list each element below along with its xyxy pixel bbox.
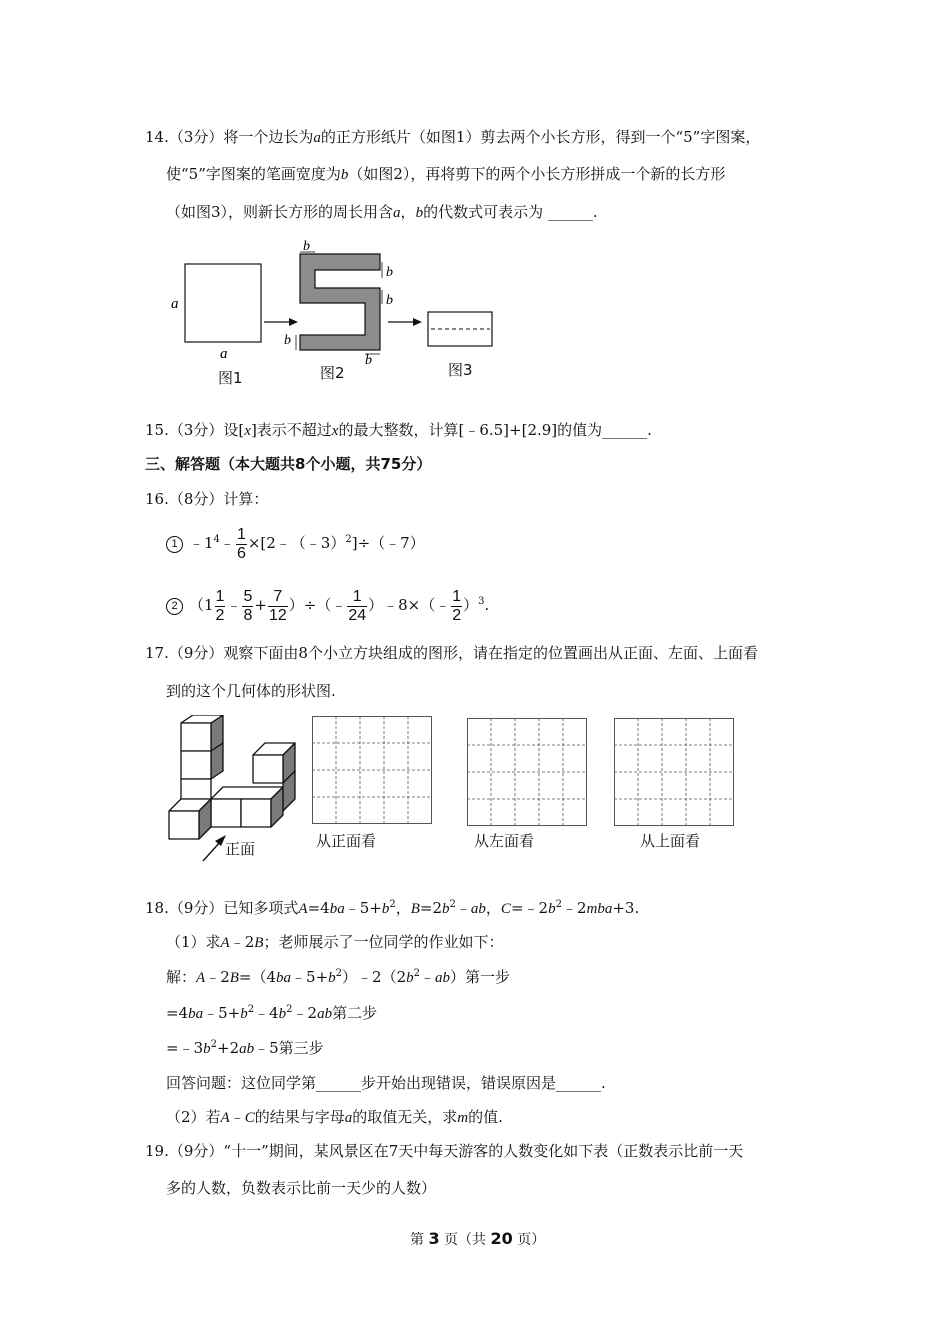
q17-line1: 17.（9分）观察下面由8个小立方块组成的图形，请在指定的位置画出从正面、左面、上面看: [145, 644, 758, 662]
page-total: 20: [490, 1229, 513, 1248]
q18-line2: （1）求A﹣2B；老师展示了一位同学的作业如下：: [166, 933, 504, 951]
grid-front-view[interactable]: [312, 716, 432, 824]
fig1-bottom-a: a: [220, 346, 228, 362]
q18-line3: 解：$A﹣2B=(4ba﹣5+b^2)﹣2(2b^2﹣ab)$第一步: [166, 968, 511, 986]
q17-line2: 到的这个几何体的形状图.: [166, 682, 336, 700]
q18-line6: 回答问题：这位同学第______步开始出现错误，错误原因是______.: [166, 1074, 606, 1092]
circled-two: 2: [166, 598, 183, 615]
q18-line7: （2）若A﹣C的结果与字母a的取值无关，求m的值.: [166, 1108, 503, 1126]
q16-header: 16.（8分）计算：: [145, 490, 269, 508]
circled-one: 1: [166, 536, 183, 553]
q18-line5: $=﹣3b^2+2ab﹣5$第三步: [166, 1039, 324, 1057]
svg-text:b: b: [386, 293, 393, 308]
svg-text:b: b: [386, 265, 393, 280]
grid-top-view[interactable]: [614, 718, 734, 826]
q16-item1: 1 $﹣1^4﹣$ $\frac{1}{6}$ ×[2﹣（﹣3）$^2$]÷（﹣7）: [166, 520, 425, 566]
front-label: 正面: [225, 840, 256, 858]
q19-line2: 多的人数，负数表示比前一天少的人数）: [166, 1179, 437, 1197]
fig1-square: [185, 264, 261, 342]
fig2-five-shape: [300, 254, 380, 350]
fig3-caption: 图3: [448, 361, 473, 379]
fig1-side-a: a: [171, 296, 179, 312]
svg-text:b: b: [303, 239, 310, 254]
q14-line3: （如图3），则新长方形的周长用含a，b的代数式可表示为 ______.: [166, 203, 598, 221]
q16-item2: 2 （1 $\frac{1}{2}$ ﹣ $\frac{5}{8}$ + $\frac{7}{12}$ ）÷（﹣ $\frac{1}{24}$ ）﹣8×（﹣ $\frac{1}{2}$ ）$^3$.: [166, 582, 489, 628]
grid-top-caption: 从上面看: [640, 832, 701, 850]
page-number: 3: [428, 1229, 440, 1248]
grid-left-view[interactable]: [467, 718, 587, 826]
fig1-caption: 图1: [218, 369, 243, 387]
q15-text: 15.（3分）设[x]表示不超过x的最大整数，计算[﹣6.5]+[2.9]的值为______.: [145, 421, 652, 439]
q18-line4: $=4ba﹣5+b^2﹣4b^2﹣2ab$第二步: [166, 1004, 378, 1022]
q14-line1: 14.（3分）将一个边长为a的正方形纸片（如图1）剪去两个小长方形，得到一个“5”字图案，: [145, 128, 761, 146]
svg-text:b: b: [365, 353, 372, 368]
fig2-caption: 图2: [320, 364, 345, 382]
q19-line1: 19.（9分）“十一”期间，某风景区在7天中每天游客的人数变化如下表（正数表示比前一天: [145, 1142, 744, 1160]
q14-line2: 使“5”字图案的笔画宽度为b（如图2），再将剪下的两个小长方形拼成一个新的长方形: [166, 165, 726, 183]
q18-line1: 18.（9分）已知多项式$A=4ba﹣5+b^2$，$B=2b^2﹣ab$，$C=﹣2b^2﹣2mba+3$.: [145, 899, 640, 917]
grid-front-caption: 从正面看: [316, 832, 377, 850]
svg-text:b: b: [284, 333, 291, 348]
section3-title: 三、解答题（本大题共8个小题，共75分）: [145, 455, 432, 473]
page-footer: 第 3 页（共 20 页）: [410, 1229, 546, 1248]
grid-left-caption: 从左面看: [474, 832, 535, 850]
